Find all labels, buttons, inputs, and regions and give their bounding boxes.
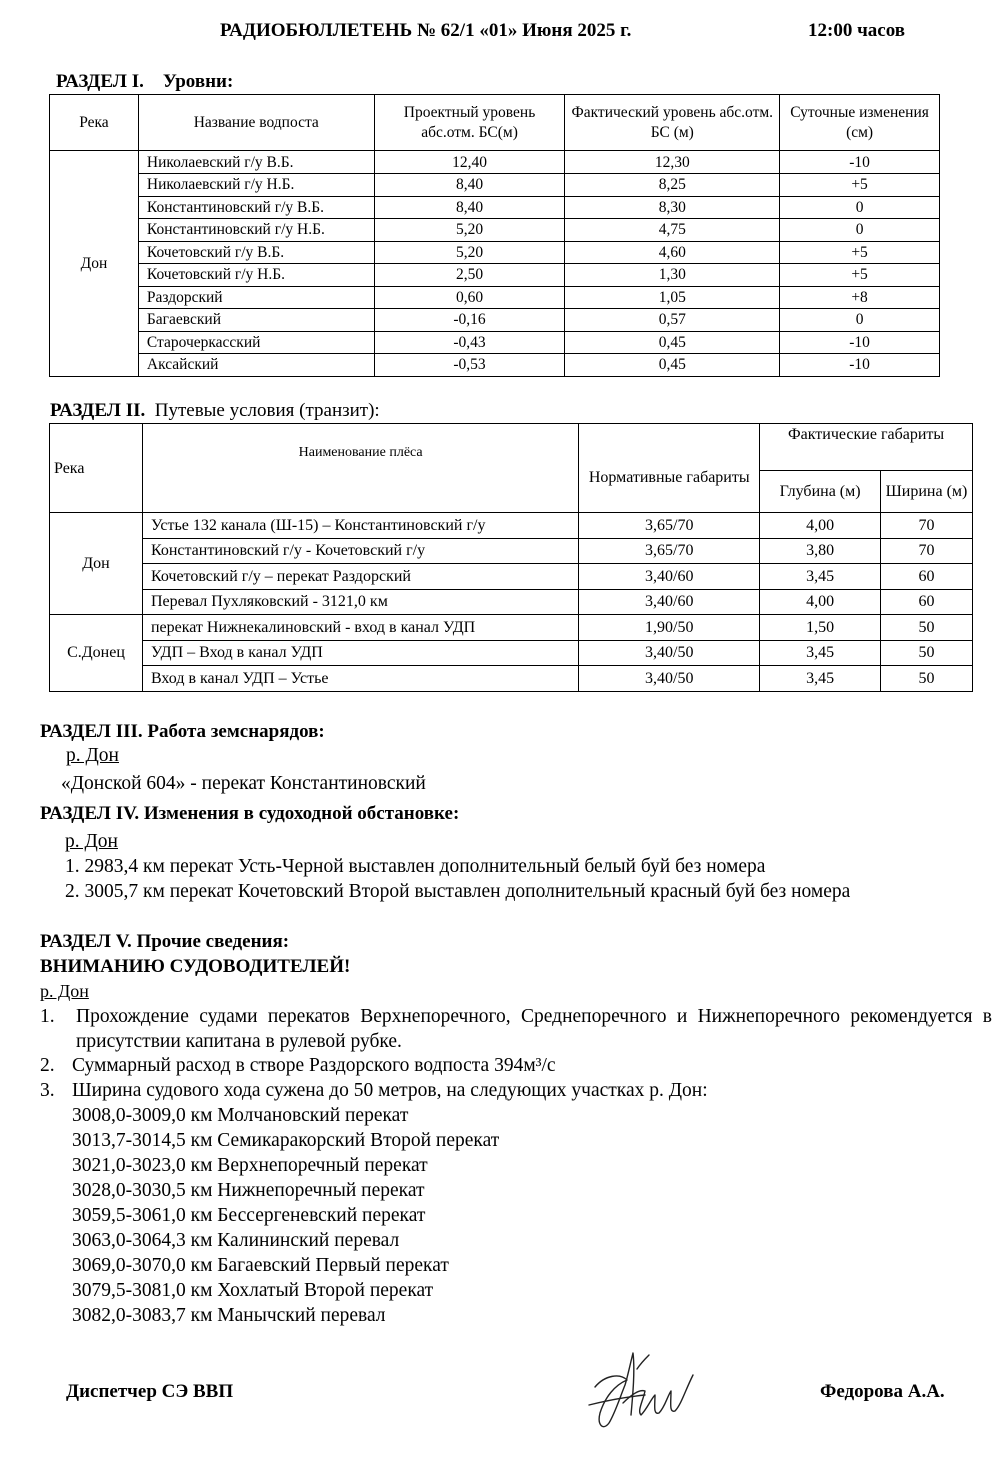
reach-cell: УДП – Вход в канал УДП xyxy=(142,640,578,666)
river-cell: Дон xyxy=(50,513,143,615)
narrowed-segment: 3069,0-3070,0 км Багаевский Первый перекат xyxy=(72,1255,449,1276)
design-level-cell: 2,50 xyxy=(374,264,565,287)
normative-cell: 3,40/60 xyxy=(579,589,760,615)
width-cell: 50 xyxy=(881,666,973,692)
daily-change-cell: 0 xyxy=(780,196,940,219)
actual-level-cell: 0,57 xyxy=(565,309,780,332)
normative-cell: 3,65/70 xyxy=(579,513,760,539)
reach-cell: Константиновский г/у - Кочетовский г/у xyxy=(142,538,578,564)
section2-title: Путевые условия (транзит): xyxy=(154,400,380,421)
section5-item-2-text: Суммарный расход в створе Раздорского водпоста 394м³/с xyxy=(72,1055,556,1076)
levels-row xyxy=(50,354,940,377)
depth-cell: 4,00 xyxy=(760,589,881,615)
col-post-name: Название водпоста xyxy=(138,95,374,151)
width-cell: 50 xyxy=(881,615,973,641)
actual-level-cell: 0,45 xyxy=(565,354,780,377)
post-name-cell: Кочетовский г/у В.Б. xyxy=(138,241,374,264)
depth-cell: 3,45 xyxy=(760,640,881,666)
levels-row xyxy=(50,286,940,309)
width-cell: 50 xyxy=(881,640,973,666)
design-level-cell: -0,43 xyxy=(374,331,565,354)
normative-cell: 3,40/50 xyxy=(579,666,760,692)
bulletin-time: 12:00 часов xyxy=(808,20,906,41)
section2-heading xyxy=(50,400,380,422)
section3-text: «Донской 604» - перекат Константиновский xyxy=(61,773,426,794)
dispatcher-name: Федорова А.А. xyxy=(820,1381,945,1402)
design-level-cell: 5,20 xyxy=(374,219,565,242)
section5-item-2-num: 2. xyxy=(40,1055,55,1076)
daily-change-cell: -10 xyxy=(780,354,940,377)
col-design-level: Проектный уровень абс.отм. БС(м) xyxy=(374,95,565,151)
reach-cell: Перевал Пухляковский - 3121,0 км xyxy=(142,589,578,615)
narrowed-segment: 3021,0-3023,0 км Верхнепоречный перекат xyxy=(72,1155,428,1176)
actual-level-cell: 4,60 xyxy=(565,241,780,264)
transit-row xyxy=(50,564,973,590)
section4-river: р. Дон xyxy=(65,831,118,852)
post-name-cell: Багаевский xyxy=(138,309,374,332)
width-cell: 70 xyxy=(881,538,973,564)
col-river: Река xyxy=(50,95,139,151)
design-level-cell: 8,40 xyxy=(374,174,565,197)
narrowed-segment: 3082,0-3083,7 км Манычский перевал xyxy=(72,1305,386,1326)
actual-level-cell: 8,30 xyxy=(565,196,780,219)
section5-item-1-text: Прохождение судами перекатов Верхнепоречного, Среднепоречного и Нижнепоречного рекомендуется в присутствии капитана в рулевой рубке. xyxy=(76,1006,992,1052)
section1-label: РАЗДЕЛ I. xyxy=(56,71,144,92)
levels-row xyxy=(50,219,940,242)
post-name-cell: Николаевский г/у Н.Б. xyxy=(138,174,374,197)
normative-cell: 1,90/50 xyxy=(579,615,760,641)
transit-row xyxy=(50,589,973,615)
narrowed-segments-list xyxy=(72,1103,499,1328)
narrowed-segment: 3013,7-3014,5 км Семикаракорский Второй перекат xyxy=(72,1130,500,1151)
levels-header-row xyxy=(50,95,940,151)
section3-river: р. Дон xyxy=(66,745,119,766)
section5-item-1-num: 1. xyxy=(40,1006,55,1027)
depth-cell: 3,45 xyxy=(760,666,881,692)
section4-item-2: 2. 3005,7 км перекат Кочетовский Второй выставлен дополнительный красный буй без номера xyxy=(65,881,851,902)
depth-cell: 1,50 xyxy=(760,615,881,641)
actual-level-cell: 1,30 xyxy=(565,264,780,287)
levels-row xyxy=(50,264,940,287)
section4-title: РАЗДЕЛ IV. Изменения в судоходной обстановке: xyxy=(40,803,460,824)
design-level-cell: 8,40 xyxy=(374,196,565,219)
col-actual-dimensions: Фактические габариты xyxy=(760,424,973,471)
post-name-cell: Аксайский xyxy=(138,354,374,377)
levels-row xyxy=(50,241,940,264)
col-reach: Наименование плёса xyxy=(142,424,578,513)
reach-cell: перекат Нижнекалиновский - вход в канал УДП xyxy=(142,615,578,641)
levels-table xyxy=(49,94,940,377)
actual-level-cell: 12,30 xyxy=(565,151,780,174)
river-cell: Дон xyxy=(50,151,139,377)
reach-cell: Вход в канал УДП – Устье xyxy=(142,666,578,692)
post-name-cell: Константиновский г/у Н.Б. xyxy=(138,219,374,242)
actual-level-cell: 1,05 xyxy=(565,286,780,309)
depth-cell: 3,45 xyxy=(760,564,881,590)
transit-row xyxy=(50,666,973,692)
col-river: Река xyxy=(50,424,143,513)
col-depth: Глубина (м) xyxy=(760,471,881,513)
post-name-cell: Кочетовский г/у Н.Б. xyxy=(138,264,374,287)
narrowed-segment: 3079,5-3081,0 км Хохлатый Второй перекат xyxy=(72,1280,434,1301)
design-level-cell: 5,20 xyxy=(374,241,565,264)
daily-change-cell: -10 xyxy=(780,331,940,354)
daily-change-cell: 0 xyxy=(780,219,940,242)
post-name-cell: Николаевский г/у В.Б. xyxy=(138,151,374,174)
post-name-cell: Константиновский г/у В.Б. xyxy=(138,196,374,219)
dispatcher-position: Диспетчер СЭ ВВП xyxy=(66,1381,234,1402)
narrowed-segment: 3008,0-3009,0 км Молчановский перекат xyxy=(72,1105,409,1126)
design-level-cell: -0,16 xyxy=(374,309,565,332)
bulletin-title: РАДИОБЮЛЛЕТЕНЬ № 62/1 «01» Июня 2025 г. xyxy=(220,20,632,41)
section2-label: РАЗДЕЛ II. xyxy=(50,400,146,421)
actual-level-cell: 8,25 xyxy=(565,174,780,197)
narrowed-segment: 3063,0-3064,3 км Калининский перевал xyxy=(72,1230,400,1251)
section4-item-1: 1. 2983,4 км перекат Усть-Черной выставлен дополнительный белый буй без номера xyxy=(65,856,766,877)
col-normative: Нормативные габариты xyxy=(579,424,760,513)
section5-river: р. Дон xyxy=(40,981,89,1001)
attention-heading: ВНИМАНИЮ СУДОВОДИТЕЛЕЙ! xyxy=(40,956,351,977)
daily-change-cell: 0 xyxy=(780,309,940,332)
normative-cell: 3,40/60 xyxy=(579,564,760,590)
col-actual-level: Фактический уровень абс.отм. БС (м) xyxy=(565,95,780,151)
section5-item-3-text: Ширина судового хода сужена до 50 метров, на следующих участках р. Дон: xyxy=(72,1080,708,1101)
daily-change-cell: +8 xyxy=(780,286,940,309)
transit-row xyxy=(50,640,973,666)
transit-row xyxy=(50,513,973,539)
normative-cell: 3,40/50 xyxy=(579,640,760,666)
design-level-cell: -0,53 xyxy=(374,354,565,377)
narrowed-segment: 3059,5-3061,0 км Бессергеневский перекат xyxy=(72,1205,426,1226)
reach-cell: Кочетовский г/у – перекат Раздорский xyxy=(142,564,578,590)
transit-table xyxy=(49,423,973,692)
design-level-cell: 12,40 xyxy=(374,151,565,174)
col-width: Ширина (м) xyxy=(881,471,973,513)
reach-cell: Устье 132 канала (Ш-15) – Константиновский г/у xyxy=(142,513,578,539)
col-daily-change: Суточные изменения (см) xyxy=(780,95,940,151)
section1-title: Уровни: xyxy=(162,71,234,92)
river-cell: С.Донец xyxy=(50,615,143,692)
depth-cell: 3,80 xyxy=(760,538,881,564)
transit-row xyxy=(50,615,973,641)
depth-cell: 4,00 xyxy=(760,513,881,539)
transit-row xyxy=(50,538,973,564)
normative-cell: 3,65/70 xyxy=(579,538,760,564)
levels-row xyxy=(50,309,940,332)
width-cell: 60 xyxy=(881,564,973,590)
section5-item-3-num: 3. xyxy=(40,1080,55,1101)
daily-change-cell: +5 xyxy=(780,174,940,197)
section1-heading xyxy=(56,71,233,93)
daily-change-cell: +5 xyxy=(780,241,940,264)
width-cell: 70 xyxy=(881,513,973,539)
actual-level-cell: 4,75 xyxy=(565,219,780,242)
section5-title: РАЗДЕЛ V. Прочие сведения: xyxy=(40,931,290,952)
daily-change-cell: +5 xyxy=(780,264,940,287)
actual-level-cell: 0,45 xyxy=(565,331,780,354)
width-cell: 60 xyxy=(881,589,973,615)
signature xyxy=(575,1345,700,1440)
levels-row xyxy=(50,196,940,219)
design-level-cell: 0,60 xyxy=(374,286,565,309)
section3-title: РАЗДЕЛ III. Работа земснарядов: xyxy=(40,721,325,742)
narrowed-segment: 3028,0-3030,5 км Нижнепоречный перекат xyxy=(72,1180,425,1201)
levels-row xyxy=(50,151,940,174)
post-name-cell: Старочеркасский xyxy=(138,331,374,354)
daily-change-cell: -10 xyxy=(780,151,940,174)
levels-row xyxy=(50,174,940,197)
post-name-cell: Раздорский xyxy=(138,286,374,309)
levels-row xyxy=(50,331,940,354)
